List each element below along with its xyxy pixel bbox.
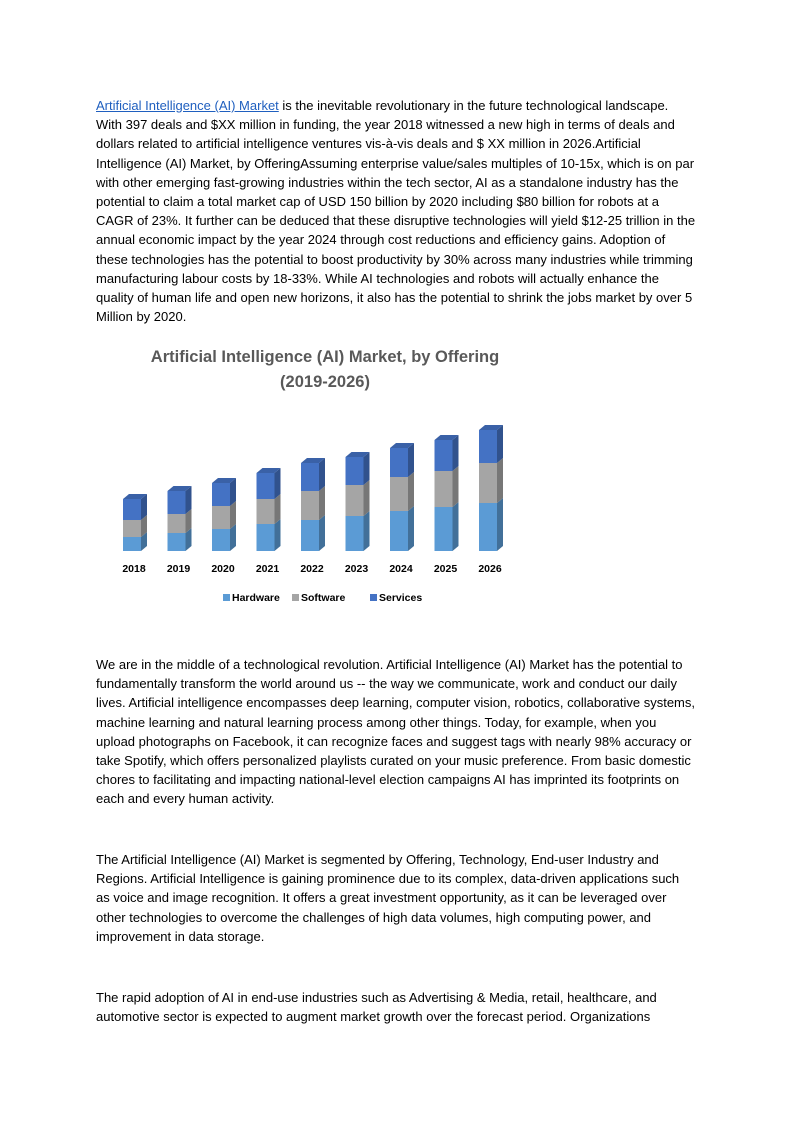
x-tick-2018: 2018 (122, 563, 146, 575)
bar-software-2022 (301, 486, 325, 520)
bar-front (346, 485, 364, 516)
legend-swatch (292, 594, 299, 601)
x-tick-2026: 2026 (478, 563, 502, 575)
bar-front (479, 430, 497, 463)
offering-chart (110, 340, 520, 610)
bar-front (390, 477, 408, 511)
bar-front (435, 507, 453, 551)
bar-side (319, 458, 325, 491)
bar-services-2022 (301, 458, 325, 491)
bar-hardware-2022 (301, 515, 325, 551)
bar-side (408, 443, 414, 477)
bar-hardware-2025 (435, 502, 459, 551)
bar-services-2023 (346, 452, 370, 485)
bar-hardware-2023 (346, 511, 370, 551)
bar-front (257, 524, 275, 551)
bar-services-2024 (390, 443, 414, 477)
bar-side (319, 486, 325, 520)
bar-side (275, 519, 281, 551)
bar-side (275, 494, 281, 524)
bar-side (275, 468, 281, 499)
bar-front (479, 463, 497, 503)
chart-bars (123, 425, 503, 551)
bar-hardware-2026 (479, 498, 503, 551)
x-tick-2025: 2025 (433, 563, 458, 575)
legend-label: Services (379, 592, 423, 604)
bar-front (435, 440, 453, 471)
bar-front (212, 506, 230, 529)
bar-side (497, 425, 503, 463)
bar-services-2025 (435, 435, 459, 471)
bar-front (390, 511, 408, 551)
bar-front (123, 520, 141, 537)
chart-title: Artificial Intelligence (AI) Market, by Offering (150, 348, 500, 366)
bar-services-2026 (479, 425, 503, 463)
legend-item-hardware (223, 592, 280, 604)
chart-legend (223, 592, 422, 604)
segmentation-paragraph: The Artificial Intelligence (AI) Market is segmented by Offering, Technology, End-user Industry and Regions. Artificial Intelligence is gaining prominence due to its complex, data-driven applications such as voice and image recognition. It offers a great investment opportunity, as it can be leveraged over other technologies to overcome the challenges of high data volumes, high computing power, and improvement in data storage. (96, 852, 680, 944)
bar-front (257, 499, 275, 524)
bar-services-2018 (123, 494, 147, 520)
bar-software-2026 (479, 458, 503, 503)
x-tick-2023: 2023 (344, 563, 369, 575)
bar-side (408, 472, 414, 511)
bar-front (346, 457, 364, 485)
chart-x-labels (122, 563, 502, 575)
x-tick-2020: 2020 (211, 563, 235, 575)
bar-front (390, 448, 408, 477)
bar-hardware-2024 (390, 506, 414, 551)
adoption-paragraph: The rapid adoption of AI in end-use industries such as Advertising & Media, retail, healthcare, and automotive sector is expected to augment market growth over the forecast period. Organizations (96, 990, 657, 1025)
legend-label: Hardware (232, 592, 280, 604)
bar-side (319, 515, 325, 551)
bar-services-2020 (212, 478, 236, 506)
bar-software-2023 (346, 480, 370, 516)
bar-front (212, 529, 230, 551)
bar-software-2025 (435, 466, 459, 507)
bar-side (364, 480, 370, 516)
legend-item-services (370, 592, 422, 604)
bar-front (212, 483, 230, 506)
bar-side (364, 452, 370, 485)
chart-subtitle: (2019-2026) (280, 373, 370, 391)
revolution-paragraph: We are in the middle of a technological revolution. Artificial Intelligence (AI) Market has the potential to fundamentally transform the world around us -- the way we communicate, work and conduct our daily lives. Artificial intelligence encompasses deep learning, computer vision, robotics, collaborative systems, machine learning and natural learning process among other things. Today, for example, when you upload photographs on Facebook, it can recognize faces and suggest tags with nearly 98% accuracy or take Spotify, which offers personalized playlists curated on your music preference. From basic domestic chores to facilitating and impacting national-level election campaigns AI has imprinted its footprints on each and every human activity. (96, 657, 696, 807)
x-tick-2021: 2021 (255, 563, 280, 575)
bar-front (435, 471, 453, 507)
bar-front (168, 533, 186, 551)
legend-label: Software (301, 592, 346, 604)
bar-front (301, 463, 319, 491)
bar-front (168, 491, 186, 514)
bar-front (479, 503, 497, 551)
legend-item-software (292, 592, 346, 604)
bar-side (453, 435, 459, 471)
bar-front (346, 516, 364, 551)
intro-paragraph-text: is the inevitable revolutionary in the future technological landscape. With 397 deals and $XX million in funding, the year 2018 witnessed a new high in terms of deals and dollars related to artificial intelligence ventures vis-à-vis deals and $ XX million in 2026.Artificial Intelligence (AI) Market, by OfferingAssuming enterprise value/sales multiples of 10-15x, which is on par with other emerging fast-growing industries within the tech sector, AI as a standalone industry has the potential to claim a total market cap of USD 150 billion by 2020 including $80 billion for robots at a CAGR of 23%. It further can be deduced that these disruptive technologies will yield $12-25 trillion in the annual economic impact by the year 2024 through cost reductions and efficiency gains. Adoption of these technologies has the potential to boost productivity by 30% across many industries while trimming manufacturing labour costs by 18-33%. While AI technologies and robots will actually enhance the quality of human life and open new horizons, it also has the potential to shrink the jobs market by over 5 Million by 2020. (96, 98, 696, 325)
bar-front (123, 537, 141, 551)
bar-front (168, 514, 186, 533)
bar-side (364, 511, 370, 551)
bar-software-2024 (390, 472, 414, 511)
bar-side (497, 458, 503, 503)
bar-services-2019 (168, 486, 192, 514)
intro-paragraph (96, 96, 696, 326)
ai-market-link[interactable]: Artificial Intelligence (AI) Market (96, 98, 279, 113)
legend-swatch (370, 594, 377, 601)
x-tick-2024: 2024 (389, 563, 413, 575)
bar-front (301, 491, 319, 520)
bar-front (257, 473, 275, 499)
bar-front (123, 499, 141, 520)
bar-front (301, 520, 319, 551)
bar-services-2021 (257, 468, 281, 499)
bar-side (453, 502, 459, 551)
x-tick-2022: 2022 (300, 563, 324, 575)
bar-side (453, 466, 459, 507)
bar-side (408, 506, 414, 551)
legend-swatch (223, 594, 230, 601)
bar-side (497, 498, 503, 551)
x-tick-2019: 2019 (166, 563, 191, 575)
